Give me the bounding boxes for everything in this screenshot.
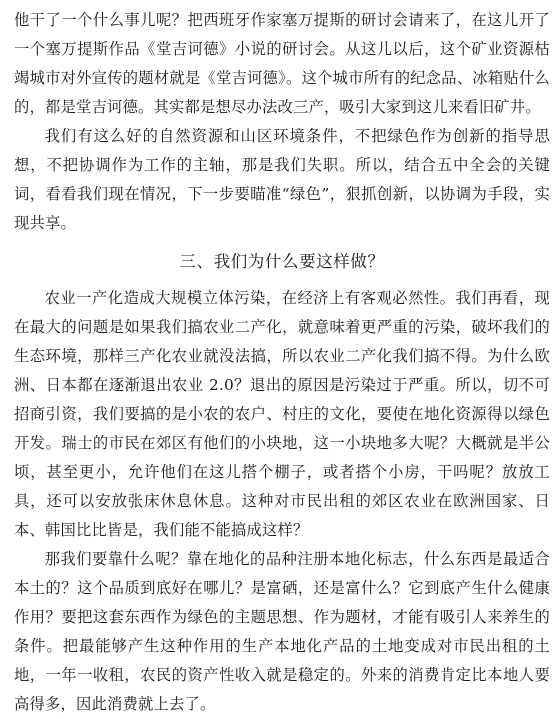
section-heading: 三、我们为什么要这样做？ [179, 252, 385, 271]
paragraph-agriculture-pollution: 农业一产化造成大规模立体污染，在经济上有客观必然性。我们再看，现在最大的问题是如果我们搞农业二产化，就意味着更严重的污染，破坏我们的生态环境，那样三产化农业就没法搞，所以农业二产化我们搞不得。为什么欧洲、日本都在逐渐退出农业 2.0？退出的原因是污染过于严重。所以，切不可招商引资，我们要搞的是小农的农户、村庄的文化，要使在地化资源得以绿色开发。瑞士的市民在郊区有他们的小块地，这一小块地多大呢？大概就是半公顷，甚至更小，允许他们在这儿搭个棚子，或者搭个小房，干吗呢？放放工具，还可以安放张床休息休息。这种对市民出租的郊区农业在欧洲国家、日本、韩国比比皆是，我们能不能搞成这样？ [14, 289, 550, 539]
paragraph-continuation: 他干了一个什么事儿呢？把西班牙作家塞万提斯的研讨会请来了，在这儿开了一个塞万提斯作品《堂吉诃德》小说的研讨会。从这儿以后，这个矿业资源枯竭城市对外宣传的题材就是《堂吉诃德》。这个城市所有的纪念品、冰箱贴什么的，都是堂吉诃德。其实都是想尽办法改三产，吸引大家到这儿来看旧矿井。 [14, 11, 550, 116]
paragraph-local-branding: 那我们要靠什么呢？靠在地化的品种注册本地化标志，什么东西是最适合本土的？这个品质到底好在哪儿？是富硒，还是富什么？它到底产生什么健康作用？要把这套东西作为绿色的主题思想、作为题材，才能有吸引人来养生的条件。把最能够产生这种作用的生产本地化产品的土地变成对市民出租的土地，一年一收租，农民的资产性收入就是稳定的。外来的消费肯定比本地人要高得多，因此消费就上去了。 [14, 550, 550, 713]
document-page [14, 6, 550, 719]
paragraph-green-innovation: 我们有这么好的自然资源和山区环境条件，不把绿色作为创新的指导思想，不把协调作为工作的主轴，那是我们失职。所以，结合五中全会的关键词，看看我们现在情况，下一步要瞄准“绿色”，狠抓创新，以协调为手段，实现共享。 [14, 127, 550, 232]
